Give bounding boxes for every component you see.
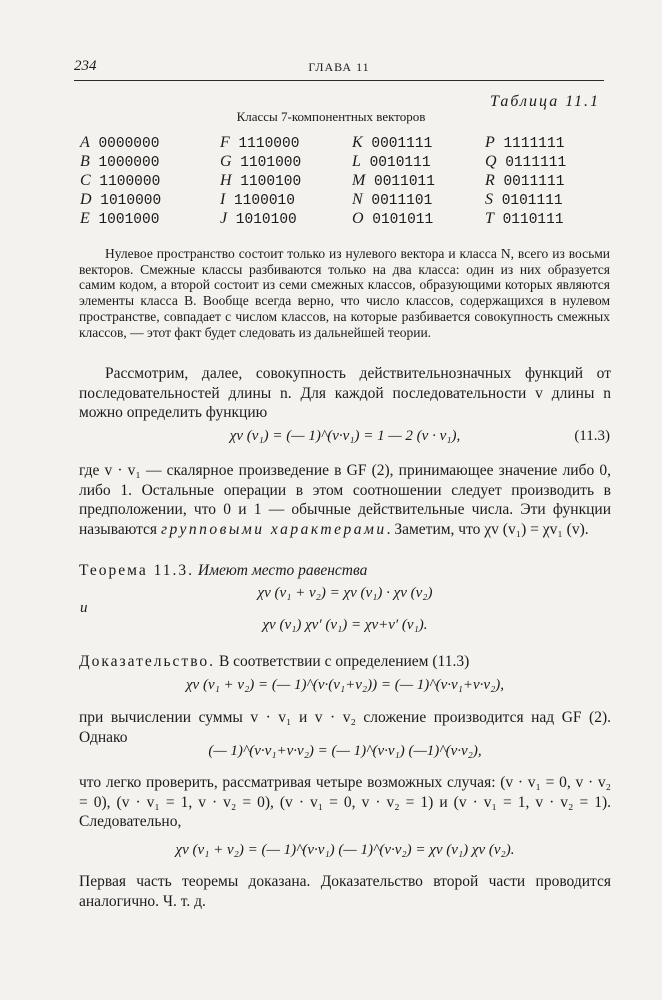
table-cell xyxy=(80,134,159,152)
class-vector: 1010100 xyxy=(227,212,297,228)
class-vector: 1000000 xyxy=(89,155,160,171)
class-vector: 0011101 xyxy=(362,193,433,209)
table-title: Классы 7-компонентных векторов xyxy=(236,109,426,124)
equation-number: (11.3) xyxy=(574,428,610,444)
table-cell xyxy=(352,153,431,171)
proof-equation-3: χv (v₁ + v₂) = (— 1)^(v·v₁) (— 1)^(v·v₂) = χv (v₁) χv (v₂). xyxy=(175,842,515,858)
class-letter: G xyxy=(220,153,232,170)
class-letter: Q xyxy=(485,153,497,170)
class-vector: 0101011 xyxy=(363,212,434,228)
class-vector: 0010111 xyxy=(360,155,431,171)
class-letter: R xyxy=(485,172,495,189)
class-vector: 1101000 xyxy=(231,155,302,171)
chapter-title: ГЛАВА 11 xyxy=(308,60,370,74)
class-letter: F xyxy=(220,134,230,151)
paragraph-functions: Рассмотрим, далее, совокупность действительнозначных функций от последовательностей длины n. Для каждой последовательности v длины n можно определить функцию xyxy=(79,365,611,421)
class-letter: I xyxy=(220,191,226,208)
paragraph-conclusion: Первая часть теоремы доказана. Доказательство второй части проводится аналогично. Ч. т. д. xyxy=(79,873,611,910)
table-cell xyxy=(220,191,295,209)
theorem-equation-1: χv (v₁ + v₂) = χv (v₁) · χv (v₂) xyxy=(257,585,433,601)
equation-11-3: χv (v₁) = (— 1)^(v·v₁) = 1 — 2 (v · v₁), xyxy=(229,428,461,444)
table-cell xyxy=(352,134,432,152)
table-cell xyxy=(485,153,566,171)
class-vector: 0001111 xyxy=(362,136,433,152)
table-row xyxy=(80,191,610,210)
code-table xyxy=(80,134,610,229)
class-vector: 1110000 xyxy=(229,136,300,152)
table-cell xyxy=(220,210,297,228)
paragraph-characters: где v · v₁ — скалярное произведение в GF (2), принимающее значение либо 0, либо 1. Остальные операции в этом соотношении следует производить в предположении, что 0 и 1 — обычные действительные числа. Эти функции называются групповыми характерами. Заметим, что χv (v₁) = χv₁ (v). xyxy=(79,462,611,538)
proof-start: Доказательство. В соответствии с определением (11.3) xyxy=(79,653,470,670)
class-letter: L xyxy=(352,153,361,170)
class-letter: E xyxy=(80,210,90,227)
table-cell xyxy=(220,134,299,152)
class-letter: J xyxy=(220,210,228,227)
class-letter: B xyxy=(80,153,90,170)
table-cell xyxy=(80,153,159,171)
table-cell xyxy=(80,172,160,190)
theorem-statement xyxy=(79,561,611,581)
theorem-text: Имеют место равенства xyxy=(197,562,368,579)
small-paragraph: Нулевое пространство состоит только из нулевого вектора и класса N, всего из восьми векторов. Смежные классы разбиваются только на два класса: один из них образуется самим кодом, а второй состоит из семи смежных классов, образующими которых являются элементы класса B. Вообще всегда верно, что число классов, содержащихся в нулевом пространстве, совпадает с числом классов, на которые разбивается совокупность смежных классов, — этот факт будет следовать из дальнейшей теории. xyxy=(79,246,610,340)
class-vector: 1010000 xyxy=(91,193,162,209)
proof-equation-2: (— 1)^(v·v₁+v·v₂) = (— 1)^(v·v₁) (—1)^(v·v₂), xyxy=(208,743,482,759)
table-cell xyxy=(80,191,161,209)
paragraph-sum: при вычислении суммы v · v₁ и v · v₂ сложение производится над GF (2). Однако xyxy=(79,709,611,746)
class-letter: H xyxy=(220,172,232,189)
table-cell xyxy=(485,134,564,152)
table-cell xyxy=(352,191,432,209)
table-cell xyxy=(352,172,435,190)
class-vector: 0111111 xyxy=(496,155,567,171)
class-letter: O xyxy=(352,210,364,227)
class-letter: D xyxy=(80,191,92,208)
paragraph-cases: что легко проверить, рассматривая четыре возможных случая: (v · v₁ = 0, v · v₂ = 0), (v · v₁ = 1, v · v₂ = 0), (v · v₁ = 0, v · v₂ = 1) и (v · v₁ = 1, v · v₂ = 1). Следовательно, xyxy=(79,774,611,830)
class-vector: 0000000 xyxy=(89,136,160,152)
table-cell xyxy=(485,191,563,209)
class-letter: C xyxy=(80,172,91,189)
proof-label: Доказательство. xyxy=(79,653,216,670)
class-vector: 1100100 xyxy=(231,174,302,190)
class-letter: P xyxy=(485,134,495,151)
theorem-label: Теорема 11.3. xyxy=(79,562,195,579)
class-vector: 0011011 xyxy=(365,174,435,190)
class-vector: 1100000 xyxy=(90,174,161,190)
table-cell xyxy=(352,210,433,228)
class-vector: 0110111 xyxy=(493,212,564,228)
conjunction: и xyxy=(80,600,88,616)
table-cell xyxy=(220,153,301,171)
table-row xyxy=(80,153,610,172)
table-row xyxy=(80,134,610,153)
class-letter: A xyxy=(80,134,90,151)
class-vector: 0101111 xyxy=(493,193,563,209)
class-vector: 1001000 xyxy=(89,212,160,228)
class-vector: 1100010 xyxy=(225,193,295,209)
table-cell xyxy=(485,172,564,190)
class-letter: K xyxy=(352,134,363,151)
table-cell xyxy=(220,172,301,190)
page-number: 234 xyxy=(74,58,97,74)
running-header xyxy=(74,56,604,81)
table-cell xyxy=(485,210,564,228)
class-letter: S xyxy=(485,191,493,208)
class-letter: T xyxy=(485,210,494,227)
class-vector: 1111111 xyxy=(494,136,565,152)
term-group-characters: групповыми характерами xyxy=(160,520,387,538)
table-label: Таблица 11.1 xyxy=(490,93,600,110)
class-letter: M xyxy=(352,172,366,189)
table-row xyxy=(80,210,610,229)
proof-equation-1: χv (v₁ + v₂) = (— 1)^(v·(v₁+v₂)) = (— 1)^(v·v₁+v·v₂), xyxy=(185,677,505,693)
theorem-equation-2: χv (v₁) χv′ (v₁) = χv+v′ (v₁). xyxy=(262,617,428,633)
class-letter: N xyxy=(352,191,363,208)
table-row xyxy=(80,172,610,191)
table-cell xyxy=(80,210,159,228)
class-vector: 0011111 xyxy=(494,174,565,190)
